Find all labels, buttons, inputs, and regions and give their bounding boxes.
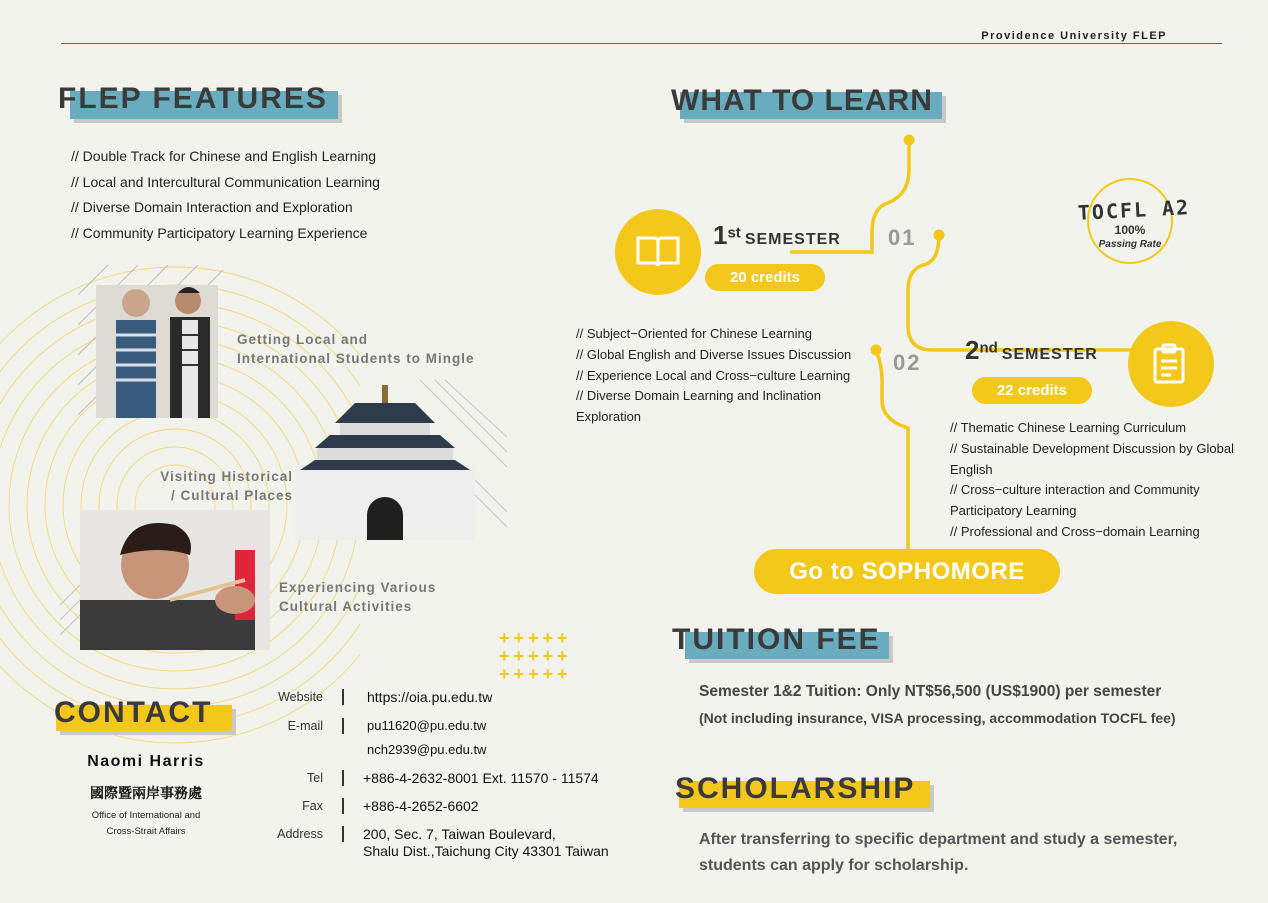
plus-grid-decoration: +++++ +++++ +++++ — [499, 628, 572, 684]
semester-2-item: // Professional and Cross−domain Learning — [950, 523, 1200, 539]
divider — [342, 718, 344, 734]
features-item: // Local and Intercultural Communication Learning — [71, 173, 380, 190]
semester-2-list — [950, 418, 1234, 543]
semester-1-item: // Experience Local and Cross−culture Learning — [576, 367, 851, 383]
semester-1-index: 01 — [888, 225, 917, 250]
header-title: Providence University FLEP — [981, 30, 1167, 42]
semester-2-item: // Sustainable Development Discussion by Global — [950, 440, 1234, 456]
semester-1-item: // Subject−Oriented for Chinese Learning — [576, 326, 812, 341]
photo-label-mingle: Getting Local and International Students to Mingle — [237, 332, 475, 366]
tel-value: +886-4-2632-8001 Ext. 11570 - 11574 — [363, 770, 599, 786]
website-link[interactable]: https://oia.pu.edu.tw — [367, 689, 493, 705]
learn-heading: WHAT TO LEARN — [671, 84, 933, 117]
divider — [342, 798, 344, 814]
tuition-line-1: Semester 1&2 Tuition: Only NT$56,500 (US$1900) per semester — [699, 683, 1162, 700]
features-item: // Diverse Domain Interaction and Exploration — [71, 199, 353, 215]
contact-person — [60, 753, 232, 840]
contact-name: Naomi Harris — [87, 753, 205, 770]
semester-2-item: // Thematic Chinese Learning Curriculum — [950, 420, 1187, 435]
tuition-heading: TUITION FEE — [672, 623, 881, 656]
semester-1-item: Exploration — [576, 409, 642, 425]
office-name-zh: 國際暨兩岸事務處 — [90, 785, 202, 801]
book-icon — [615, 209, 701, 295]
semester-1-title: 1st SEMESTER — [713, 220, 841, 250]
website-label: Website — [278, 690, 323, 704]
photo-label-activities: Experiencing Various Cultural Activities — [279, 580, 437, 614]
semester-2-item: Participatory Learning — [950, 503, 1077, 519]
tuition-line-2: (Not including insurance, VISA processing, accommodation TOCFL fee) — [699, 710, 1176, 726]
semester-2-credits: 22 credits — [972, 377, 1092, 404]
features-item: // Double Track for Chinese and English Learning — [71, 148, 377, 164]
photo-label-historical: Visiting Historical / Cultural Places — [160, 469, 293, 503]
tocfl-badge: TOCFL A2 100% Passing Rate — [1060, 178, 1210, 268]
go-to-sophomore: Go to SOPHOMORE — [754, 549, 1060, 594]
clipboard-icon — [1128, 321, 1214, 407]
contact-heading: CONTACT — [54, 696, 213, 729]
semester-1-credits: 20 credits — [705, 264, 825, 291]
semester-1-list — [576, 324, 851, 428]
semester-2-title: 2nd SEMESTER — [965, 335, 1098, 365]
address-value: 200, Sec. 7, Taiwan Boulevard, Shalu Dist.,Taichung City 43301 Taiwan — [363, 826, 609, 859]
tel-label: Tel — [307, 771, 323, 785]
memorial-hall-photo — [295, 375, 507, 540]
features-list — [71, 144, 380, 246]
semester-2-item: // Cross−culture interaction and Community — [950, 482, 1200, 498]
divider — [342, 770, 344, 786]
semester-2-index: 02 — [893, 350, 922, 375]
fax-label: Fax — [302, 799, 323, 813]
address-label: Address — [277, 827, 323, 841]
divider — [342, 826, 344, 842]
semester-2-item: English — [950, 461, 993, 477]
divider — [342, 689, 344, 705]
features-heading: FLEP FEATURES — [58, 82, 328, 115]
cultural-activity-photo — [60, 505, 275, 650]
students-photo — [78, 265, 223, 420]
email-link-2[interactable]: nch2939@pu.edu.tw — [367, 742, 487, 757]
scholarship-text: After transferring to specific department and study a semester, students can apply for scholarship. — [699, 831, 1178, 874]
header-rule — [61, 43, 1222, 44]
semester-1-item: // Global English and Diverse Issues Discussion — [576, 346, 852, 362]
fax-value: +886-4-2652-6602 — [363, 798, 479, 814]
semester-1-item: // Diverse Domain Learning and Inclination — [576, 388, 821, 404]
email-link-1[interactable]: pu11620@pu.edu.tw — [367, 718, 487, 733]
office-name-en: Office of International and Cross-Strait Affairs — [91, 810, 201, 837]
features-item: // Community Participatory Learning Experience — [71, 224, 368, 241]
scholarship-heading: SCHOLARSHIP — [675, 772, 916, 805]
email-label: E-mail — [287, 719, 323, 733]
